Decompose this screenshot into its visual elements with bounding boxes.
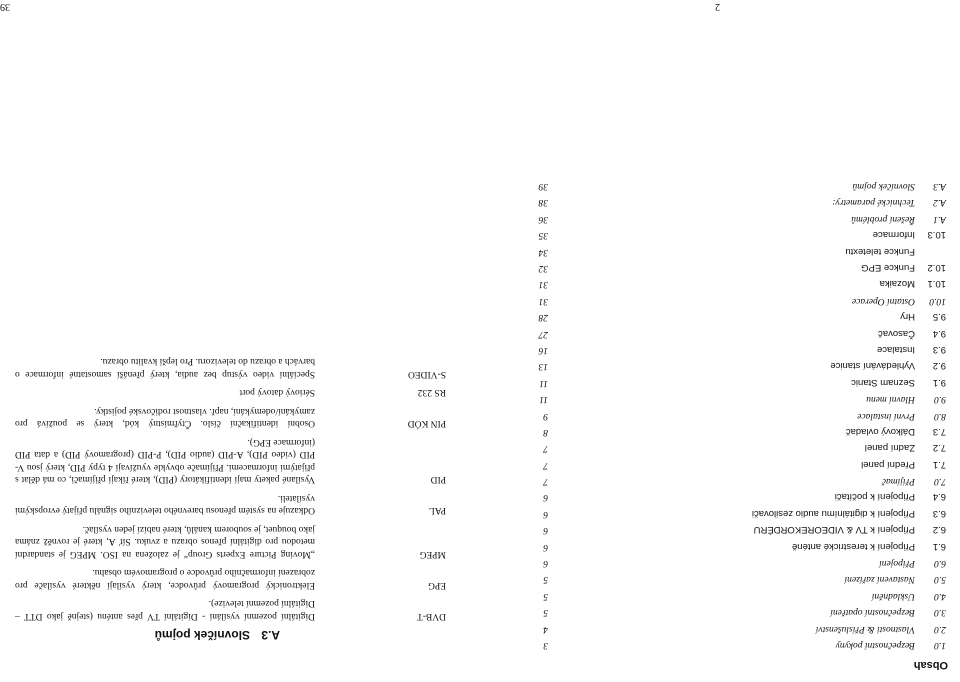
toc-entry-number: 7.0 [934,476,946,487]
toc-entry-number: 4.0 [934,590,946,601]
section-title: Slovníček pojmů [154,628,250,642]
glossary-term: EPG [428,580,446,590]
toc-entry-title: Připojení k digitálnímu audio zesilovači [751,507,915,519]
glossary-entry [0,355,480,380]
toc-entry-page: 35 [538,230,548,241]
glossary-entry [0,405,480,430]
toc-entry-number: 9.0 [934,394,946,405]
toc-entry-page: 27 [538,328,548,339]
toc-entry-number: 2.0 [934,623,946,634]
toc-entry-number: 10.1 [927,278,946,290]
glossary-definition: Elektronický programový průvodce, který vysílají některé vysílače pro zobrazení informačního průvodce o programovém obsahu. [15,567,315,590]
toc-entry-title: Přijímač [881,476,915,487]
toc-entry [480,242,960,258]
toc-entry-number: 6.4 [932,491,946,503]
toc-entry-title: Bezpečnostní opatření [830,607,915,618]
page-number: 39 [0,1,10,12]
toc-entry-number: A.3 [933,181,946,192]
glossary-term: PAL [428,505,446,516]
glossary-list [0,349,480,622]
toc-entry-page: 4 [543,623,548,634]
toc-entry-title: Funkce teletextu [845,245,915,257]
toc-entry-number: 8.0 [934,410,946,421]
toc-entry [480,357,960,373]
toc-entry-title: Hry [900,311,915,323]
toc-entry-title: Mozaika [879,278,915,290]
glossary-term: MPEG [419,549,446,559]
toc-entry-title: Připojení k TV & VIDEOREKORDÉRU [753,524,915,536]
glossary-entry [0,386,480,399]
toc-entry [480,521,960,537]
toc-entry-number: 3.0 [934,607,946,618]
toc-entry-page: 32 [538,263,548,274]
toc-entry-number: 6.1 [932,540,946,552]
section-number: A.3 [261,628,280,642]
toc-entry-title: Připojení k terestrické anténě [791,540,915,552]
toc-entry-title: Připojení k počítači [834,491,915,503]
toc-entry-page: 39 [538,181,548,192]
toc-entry-title: První instalace [857,410,915,421]
toc-entry [480,406,960,422]
glossary-definition: Sériový datový port [239,387,315,398]
glossary-entry [0,436,480,486]
toc-entry-number: 9.1 [932,376,946,388]
toc-entry-title: Časovač [878,327,915,339]
toc-entry-page: 3 [543,640,548,650]
toc-entry-title: Zadní panel [864,442,915,454]
toc-entry-page: 6 [543,492,548,503]
toc-entry-number: 10.0 [929,295,946,306]
toc-entry [480,455,960,471]
toc-entry-page: 7 [543,443,548,454]
glossary-definition: Odkazuje na systém přenosu barevného televizního signálu přijatý evropskými vysílateli. [15,493,315,516]
toc-entry-number: 7.3 [932,425,946,437]
toc-entry-number: 9.4 [932,327,946,339]
toc-entry [480,259,960,275]
toc-entry-page: 7 [543,476,548,487]
toc-entry-title: Vyhledávání stanice [830,360,915,372]
glossary-definition: Vysílané pakety mají identifikátory (PID), které říkají přijímači, co má dělat s přijatými informacemi. Přijímače obvykle využívají 4 typy PID, který jsou V-PID (video PID), A-PID (audio PID), P-PID (programový PID) a data PID (informace EPG). [15,437,315,485]
toc-entry-page: 5 [543,590,548,601]
toc-entry [480,504,960,520]
toc-entry-page: 9 [543,410,548,421]
toc-title: Obsah [913,659,948,671]
toc-entry-number: A.2 [933,197,946,208]
toc-entry [480,324,960,340]
toc-entry-title: Připojení [879,558,915,569]
glossary-entry [0,566,480,591]
toc-entry [480,603,960,619]
toc-entry-title: Uskladnění [871,590,915,601]
toc-entry-number: 9.2 [932,360,946,372]
toc-entry-page: 6 [543,558,548,569]
toc-entry [480,209,960,225]
toc-entry [480,619,960,635]
toc-entry [480,488,960,504]
toc-entry-number: 9.5 [932,311,946,323]
toc-entry-title: Funkce EPG [861,262,915,274]
toc-entry [480,341,960,357]
glossary-entry [0,597,480,622]
toc-entry-number: 1.0 [934,640,946,650]
toc-entry [480,439,960,455]
toc-entry-number: 10.2 [927,262,946,274]
glossary-term: RS 232 [417,387,446,398]
toc-entry-title: Informace [872,229,915,241]
toc-entry [480,423,960,439]
toc-entry-title: Vlastnosti & Příslušenství [815,623,915,634]
page-number: 2 [715,1,720,12]
toc-entry [480,275,960,291]
toc-entry-title: Seznam Stanic [851,376,915,388]
toc-entry-page: 36 [538,213,548,224]
glossary-definition: Digitální pozemní vysílání - Digitální TV přes anténu (stejně jako DTT – Digitální pozemní televize). [15,598,315,621]
toc-entry-title: Technické parametry: [832,197,915,208]
toc-entry-number: 7.2 [932,442,946,454]
toc-list [480,177,960,652]
toc-entry-page: 38 [538,197,548,208]
glossary-entry [0,492,480,517]
toc-entry-title: Hlavní menu [866,394,915,405]
toc-entry-page: 8 [543,426,548,437]
toc-entry-number: A.1 [933,213,946,224]
toc-entry-page: 28 [538,312,548,323]
toc-entry-number: 6.3 [932,507,946,519]
toc-entry-number: 9.3 [932,343,946,355]
glossary-term: S-VIDEO [408,369,446,379]
toc-entry [480,537,960,553]
toc-entry-page: 11 [539,377,548,388]
glossary-definition: Osobní identifikační číslo. Čtyřmístný kód, který se používá pro zamykání/odemykání, např. vlastnost rodičovské pojistky. [15,406,315,429]
glossary-definition: „Moving Picture Experts Group“ je založena na ISO. MPEG je standardní metodou pro digitální přenos obrazu a zvuku. Síť A, které je rovněž známa jako bouquet, je souborem kanálů, které nabízí jeden vysílač. [15,524,315,559]
toc-entry-title: Bezpečnostní pokyny [835,640,915,650]
toc-entry-page: 34 [538,246,548,257]
toc-entry-page: 31 [538,295,548,306]
toc-entry [480,193,960,209]
toc-entry [480,586,960,602]
toc-entry-page: 6 [543,541,548,552]
toc-entry-page: 5 [543,574,548,585]
toc-entry [480,373,960,389]
toc-entry-page: 31 [538,279,548,290]
toc-entry-title: Řešení problémů [851,213,915,224]
toc-entry-title: Ostatní Operace [851,295,915,306]
toc-entry [480,291,960,307]
toc-entry-page: 5 [543,607,548,618]
toc-entry-title: Přední panel [861,458,915,470]
glossary-entry [0,523,480,561]
glossary-term: PIN KÓD [407,418,446,429]
toc-entry-title: Slovníček pojmů [852,181,915,192]
toc-entry-number: 7.1 [932,458,946,470]
toc-entry [480,390,960,406]
glossary-title [155,628,280,642]
left-page-contents [480,0,960,682]
toc-entry [480,554,960,570]
toc-entry-title: Nastavení zařízení [844,574,915,585]
toc-entry [480,570,960,586]
toc-entry [480,636,960,652]
glossary-term: DVB-T [416,611,446,621]
toc-entry [480,177,960,193]
toc-entry-page: 6 [543,508,548,519]
toc-entry-page: 7 [543,459,548,470]
toc-entry-number: 6.2 [932,524,946,536]
toc-entry [480,472,960,488]
toc-entry-number: 5.0 [934,574,946,585]
toc-entry-number: 10.3 [927,229,946,241]
toc-entry-number: 6.0 [934,558,946,569]
toc-entry-page: 13 [538,361,548,372]
toc-entry [480,308,960,324]
toc-entry-page: 11 [539,394,548,405]
toc-entry-title: Instalace [876,343,915,355]
toc-entry-page: 16 [538,344,548,355]
toc-entry [480,226,960,242]
toc-entry-title: Dálkový ovladač [845,425,915,437]
glossary-term: PID [430,474,446,485]
glossary-definition: Speciální video výstup bez audia, který přenáší samostatné informace o barvách a obrazu do televizoru. Pro lepší kvalitu obrazu. [15,356,315,379]
toc-entry-page: 6 [543,525,548,536]
